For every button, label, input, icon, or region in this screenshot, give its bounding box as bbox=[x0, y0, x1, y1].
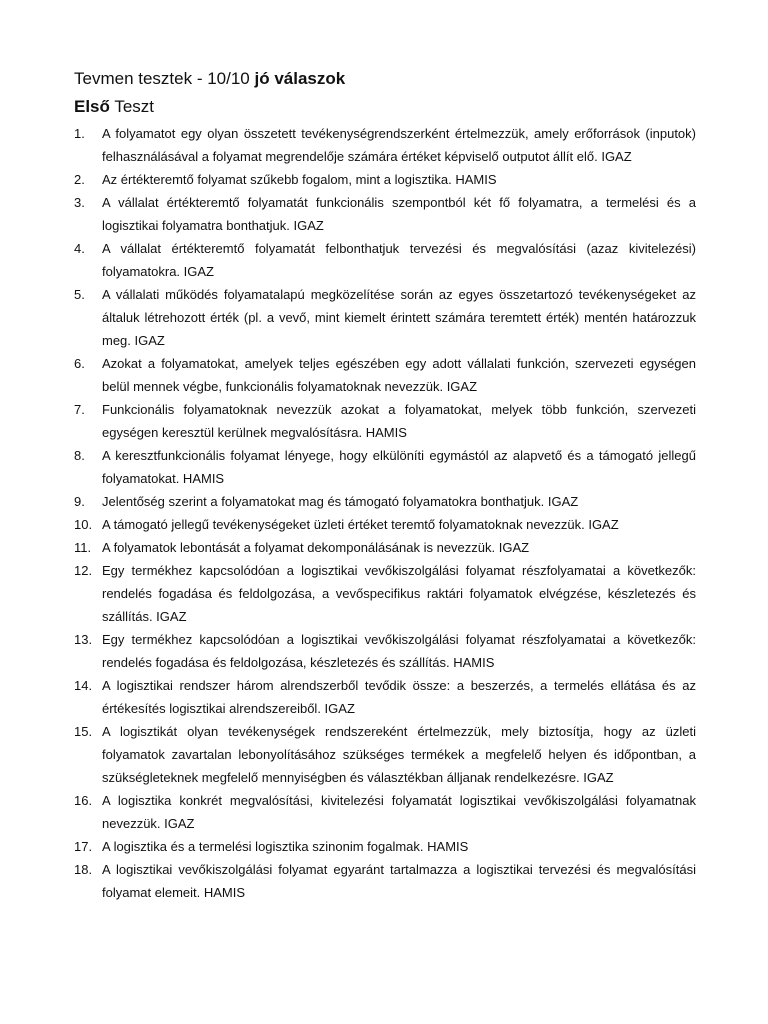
document-title-prefix: Tevmen tesztek - 10/10 bbox=[74, 69, 255, 88]
section-title-rest: Teszt bbox=[109, 97, 154, 116]
list-item bbox=[74, 237, 696, 283]
list-item-number: 4. bbox=[74, 241, 85, 256]
list-item bbox=[74, 398, 696, 444]
list-item-number: 14. bbox=[74, 678, 93, 693]
list-item bbox=[74, 168, 696, 191]
list-item-number: 3. bbox=[74, 195, 85, 210]
list-item-number: 13. bbox=[74, 632, 93, 647]
list-item-number: 7. bbox=[74, 402, 85, 417]
list-item-number: 2. bbox=[74, 172, 85, 187]
list-item-number: 17. bbox=[74, 839, 93, 854]
list-item-number: 5. bbox=[74, 287, 85, 302]
list-item bbox=[74, 191, 696, 237]
list-item bbox=[74, 122, 696, 168]
document-title bbox=[74, 68, 696, 90]
list-item bbox=[74, 835, 696, 858]
list-item bbox=[74, 720, 696, 789]
list-item bbox=[74, 858, 696, 904]
list-item-text: A folyamatok lebontását a folyamat dekomponálásának is nevezzük. IGAZ bbox=[102, 540, 530, 555]
list-item-number: 9. bbox=[74, 494, 85, 509]
list-item-text: A keresztfunkcionális folyamat lényege, hogy elkülöníti egymástól az alapvető és a támogató jellegű folyamatokat. HAMIS bbox=[102, 448, 696, 486]
list-item-number: 18. bbox=[74, 862, 93, 877]
question-list bbox=[74, 122, 696, 904]
document-title-emphasis: jó válaszok bbox=[254, 69, 346, 88]
list-item-number: 8. bbox=[74, 448, 85, 463]
list-item bbox=[74, 444, 696, 490]
section-title-emphasis: Első bbox=[74, 97, 110, 116]
list-item bbox=[74, 283, 696, 352]
list-item bbox=[74, 559, 696, 628]
list-item-text: A logisztika konkrét megvalósítási, kivitelezési folyamatát logisztikai vevőkiszolgálási folyamatnak nevezzük. IGAZ bbox=[102, 793, 696, 831]
list-item bbox=[74, 628, 696, 674]
list-item-number: 1. bbox=[74, 126, 85, 141]
list-item-text: A vállalat értékteremtő folyamatát funkcionális szempontból két fő folyamatra, a termelési és a logisztikai folyamatra bonthatjuk. IGAZ bbox=[102, 195, 696, 233]
list-item-text: A folyamatot egy olyan összetett tevékenységrendszerként értelmezzük, amely erőforrások (inputok) felhasználásával a folyamat megrendelője számára értéket képviselő outputot állít elő. IGAZ bbox=[102, 126, 696, 164]
list-item-number: 10. bbox=[74, 517, 93, 532]
list-item-number: 15. bbox=[74, 724, 93, 739]
list-item-text: A logisztikai vevőkiszolgálási folyamat egyaránt tartalmazza a logisztikai tervezési és megvalósítási folyamat elemeit. HAMIS bbox=[102, 862, 696, 900]
section-title bbox=[74, 96, 696, 118]
list-item-text: A logisztikai rendszer három alrendszerből tevődik össze: a beszerzés, a termelés ellátása és az értékesítés logisztikai alrendszereiből. IGAZ bbox=[102, 678, 696, 716]
list-item-text: A vállalat értékteremtő folyamatát felbonthatjuk tervezési és megvalósítási (azaz kivitelezési) folyamatokra. IGAZ bbox=[102, 241, 696, 279]
list-item bbox=[74, 352, 696, 398]
list-item bbox=[74, 536, 696, 559]
list-item-number: 11. bbox=[74, 540, 92, 555]
list-item-number: 6. bbox=[74, 356, 85, 371]
list-item-text: A vállalati működés folyamatalapú megközelítése során az egyes összetartozó tevékenységeket az általuk létrehozott érték (pl. a vevő, mint kiemelt érintett számára teremtett érték) mentén határozzuk meg. IGAZ bbox=[102, 287, 696, 348]
list-item-text: Jelentőség szerint a folyamatokat mag és támogató folyamatokra bonthatjuk. IGAZ bbox=[102, 494, 579, 509]
list-item-text: A logisztika és a termelési logisztika szinonim fogalmak. HAMIS bbox=[102, 839, 469, 854]
list-item-text: Funkcionális folyamatoknak nevezzük azokat a folyamatokat, melyek több funkción, szervezeti egységen keresztül kerülnek megvalósításra. HAMIS bbox=[102, 402, 696, 440]
list-item-text: A logisztikát olyan tevékenységek rendszereként értelmezzük, mely biztosítja, hogy az üzleti folyamatok zavartalan lebonyolításához szükséges termékek a megfelelő helyen és időpontban, a szükségleteknek megfelelő mennyiségben és választékban álljanak rendelkezésre. IGAZ bbox=[102, 724, 696, 785]
list-item-text: Egy termékhez kapcsolódóan a logisztikai vevőkiszolgálási folyamat részfolyamatai a következők: rendelés fogadása és feldolgozása, a vevőspecifikus raktári folyamatok elvégzése, készletezés és szállítás. IGAZ bbox=[102, 563, 696, 624]
list-item-number: 12. bbox=[74, 563, 93, 578]
list-item bbox=[74, 513, 696, 536]
list-item bbox=[74, 674, 696, 720]
list-item-text: A támogató jellegű tevékenységeket üzleti értéket teremtő folyamatoknak nevezzük. IGAZ bbox=[102, 517, 619, 532]
list-item-text: Azokat a folyamatokat, amelyek teljes egészében egy adott vállalati funkción, szervezeti egységen belül mennek végbe, funkcionális folyamatoknak nevezzük. IGAZ bbox=[102, 356, 696, 394]
list-item-number: 16. bbox=[74, 793, 93, 808]
list-item-text: Az értékteremtő folyamat szűkebb fogalom, mint a logisztika. HAMIS bbox=[102, 172, 497, 187]
list-item-text: Egy termékhez kapcsolódóan a logisztikai vevőkiszolgálási folyamat részfolyamatai a következők: rendelés fogadása és feldolgozása, készletezés és szállítás. HAMIS bbox=[102, 632, 696, 670]
list-item bbox=[74, 789, 696, 835]
list-item bbox=[74, 490, 696, 513]
